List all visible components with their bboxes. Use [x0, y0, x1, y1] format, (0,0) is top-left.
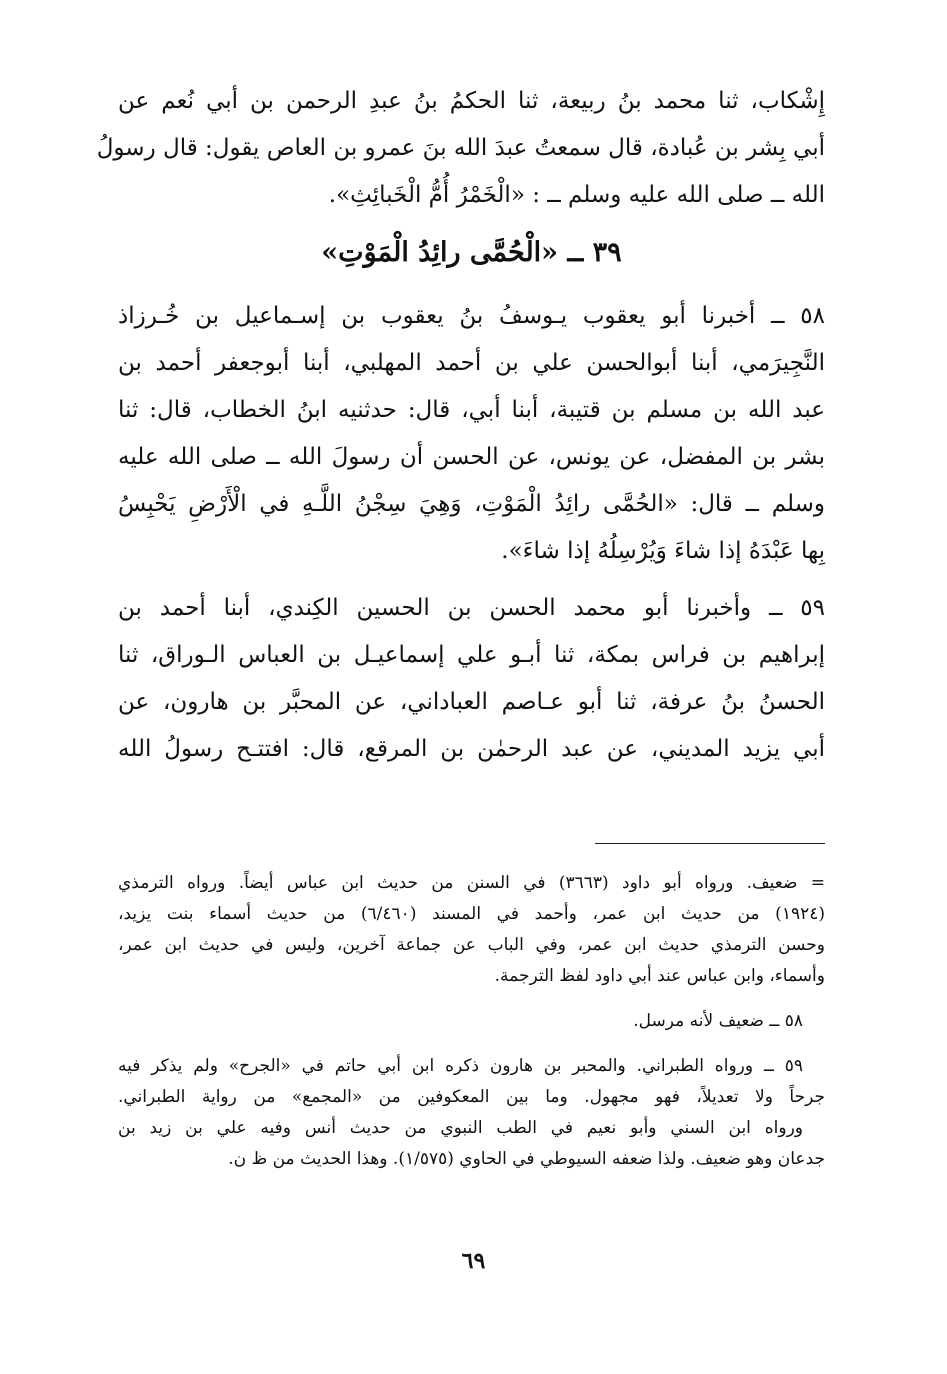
text-line: الله ــ صلى الله عليه وسلم ــ : «الْخَمْرُ أُمُّ الْخَبائِثِ».	[328, 182, 825, 208]
text-line: أبي يزيد المديني، عن عبد الرحمٰن بن المرقع، قال: افتتـح رسولُ الله	[118, 736, 825, 762]
chapter-heading: ٣٩ ــ «الْحُمَّى رائِدُ الْمَوْتِ»	[321, 237, 622, 268]
text-line: ٥٩ ــ وأخبرنا أبو محمد الحسن بن الحسين الكِندي، أبنا أحمد بن	[118, 595, 825, 621]
text-line: الحسنُ بنُ عرفة، ثنا أبو عـاصم العباداني، عن المحبَّر بن هارون، عن	[118, 689, 825, 715]
footnote-line: وحسن الترمذي حديث ابن عمر، وفي الباب عن جماعة آخرين، وليس في حديث ابن عمر،	[118, 935, 825, 955]
text-line: عبد الله بن مسلم بن قتيبة، أبنا أبي، قال: حدثنيه ابنُ الخطاب، قال: ثنا	[118, 397, 825, 423]
footnote-line: وأسماء، وابن عباس عند أبي داود لفظ الترجمة.	[494, 966, 825, 986]
footnote-59	[118, 1051, 825, 1175]
main-text	[96, 78, 825, 773]
text-line: إِشْكاب، ثنا محمد بنُ ربيعة، ثنا الحكمُ بنُ عبدِ الرحمن بن أبي نُعم عن	[118, 88, 825, 114]
footnote-line: ٥٩ ــ ورواه الطبراني. والمحبر بن هارون ذكره ابن أبي حاتم في «الجرح» ولم يذكر فيه	[118, 1056, 803, 1076]
footnote-line: جرحاً ولا تعديلاً، فهو مجهول. وما بين المعكوفين من «المجمع» من رواية الطبراني.	[118, 1087, 825, 1107]
text-line: إبراهيم بن فراس بمكة، ثنا أبـو علي إسماعيـل بن العباس الـوراق، ثنا	[118, 642, 825, 668]
text-line: وسلم ــ قال: «الحُمَّى رائِدُ الْمَوْتِ، وَهِيَ سِجْنُ اللَّـهِ في الْأَرْضِ يَحْبِسُ	[118, 491, 825, 517]
footnote-line: (١٩٢٤) من حديث ابن عمر، وأحمد في المسند (٦/٤٦٠) من حديث أسماء بنت يزيد،	[118, 904, 825, 924]
hadith-59	[118, 585, 825, 773]
footnote-line: جدعان وهو ضعيف. ولذا ضعفه السيوطي في الحاوي (١/٥٧٥). وهذا الحديث من ظ ن.	[228, 1149, 825, 1169]
text-line: النَّجِيرَمي، أبنا أبوالحسن علي بن أحمد المهلبي، أبنا أبوجعفر أحمد بن	[118, 350, 825, 376]
footnote-divider	[595, 843, 825, 844]
page-number: ٦٩	[461, 1248, 486, 1274]
text-line: ٥٨ ــ أخبرنا أبو يعقوب يـوسفُ بنُ يعقوب بن إسـماعيل بن خُـرزاذ	[118, 303, 825, 329]
footnote-58: ٥٨ ــ ضعيف لأنه مرسل.	[633, 1011, 803, 1031]
footnote-line: = ضعيف. ورواه أبو داود (٣٦٦٣) في السنن من حديث ابن عباس أيضاً. ورواه الترمذي	[118, 873, 825, 893]
footnotes	[118, 868, 825, 1175]
text-line: أبي بِشر بن عُبادة، قال سمعتُ عبدَ الله بنَ عمرو بن العاص يقول: قال رسولُ	[96, 135, 825, 161]
text-line: بِها عَبْدَهُ إذا شاءَ وَيُرْسِلُهُ إذا شاءَ».	[501, 538, 825, 564]
text-line: بشر بن المفضل، عن يونس، عن الحسن أن رسولَ الله ــ صلى الله عليه	[118, 444, 825, 470]
footnote-line: ورواه ابن السني وأبو نعيم في الطب النبوي من حديث أنس وفيه علي بن زيد بن	[118, 1118, 803, 1138]
footnote-continued	[118, 868, 825, 992]
hadith-58	[118, 293, 825, 575]
